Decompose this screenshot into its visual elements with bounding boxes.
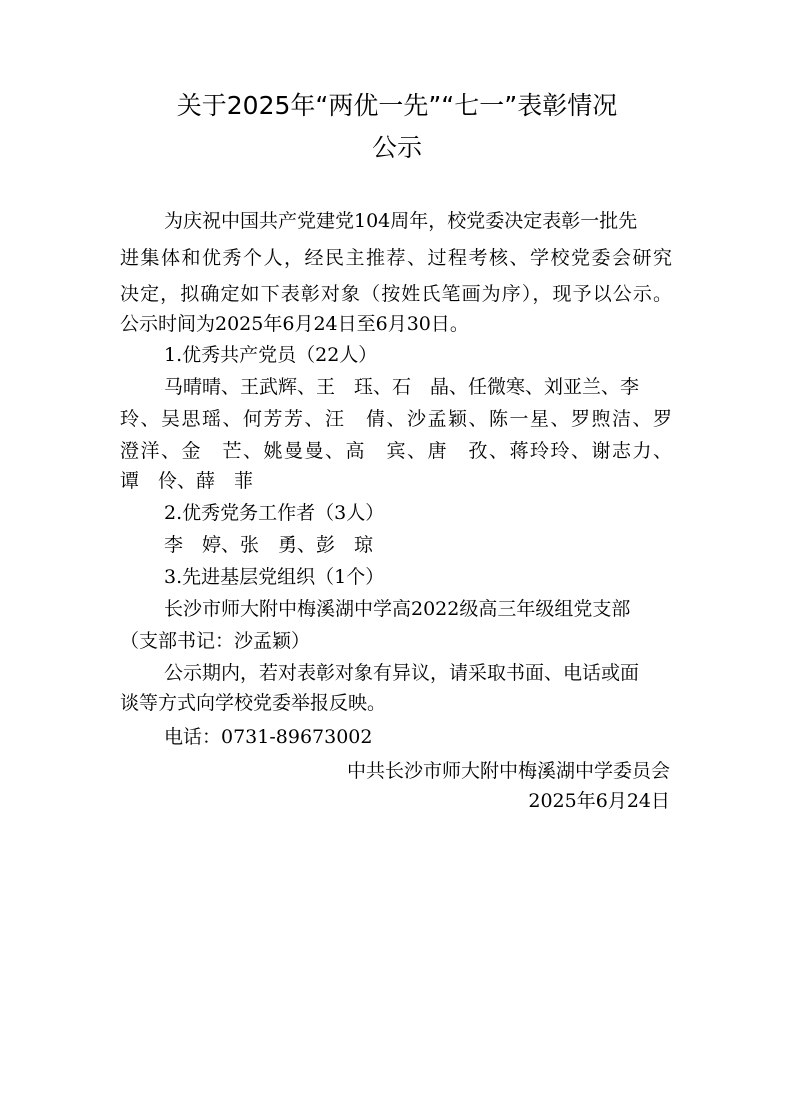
objection-line-1: 公示期内，若对表彰对象有异议，请采取书面、电话或面 xyxy=(164,662,640,684)
intro-line-2: 进集体和优秀个人，经民主推荐、过程考核、学校党委会研究 xyxy=(120,247,672,269)
section1-names-line-2: 玲、吴思瑶、何芳芳、汪 倩、沙孟颖、陈一星、罗煦洁、罗 xyxy=(120,408,672,430)
phone-number: 电话：0731-89673002 xyxy=(164,726,373,748)
section1-names-line-4: 谭 伶、薛 菲 xyxy=(120,470,254,492)
signature: 中共长沙市师大附中梅溪湖中学委员会 xyxy=(346,760,670,782)
section2-heading: 2.优秀党务工作者（3人） xyxy=(164,502,385,524)
document-title-line2: 公示 xyxy=(371,133,422,162)
objection-line-2: 谈等方式向学校党委举报反映。 xyxy=(120,692,387,714)
section3-heading: 3.先进基层党组织（1个） xyxy=(164,566,385,588)
section1-names-line-3: 澄洋、金 芒、姚曼曼、高 宾、唐 孜、蒋玲玲、谢志力、 xyxy=(120,440,672,462)
date: 2025年6月24日 xyxy=(528,790,670,812)
document-title: 关于2025年“两优一先”“七一”表彰情况 xyxy=(176,91,618,120)
section3-org-line-1: 长沙市师大附中梅溪湖中学高2022级高三年级组党支部 xyxy=(164,598,631,620)
section1-heading: 1.优秀共产党员（22人） xyxy=(164,344,378,366)
section1-names-line-1: 马晴晴、王武辉、王 珏、石 晶、任微寒、刘亚兰、李 xyxy=(164,376,640,398)
intro-line-3: 决定，拟确定如下表彰对象（按姓氏笔画为序），现予以公示。 xyxy=(120,283,672,305)
section3-org-line-2: （支部书记：沙孟颖） xyxy=(120,630,311,652)
intro-line-1: 为庆祝中国共产党建党104周年，校党委决定表彰一批先 xyxy=(164,210,638,232)
intro-line-4: 公示时间为2025年6月24日至6月30日。 xyxy=(120,313,469,335)
section2-names: 李 婷、张 勇、彭 琼 xyxy=(164,534,374,556)
